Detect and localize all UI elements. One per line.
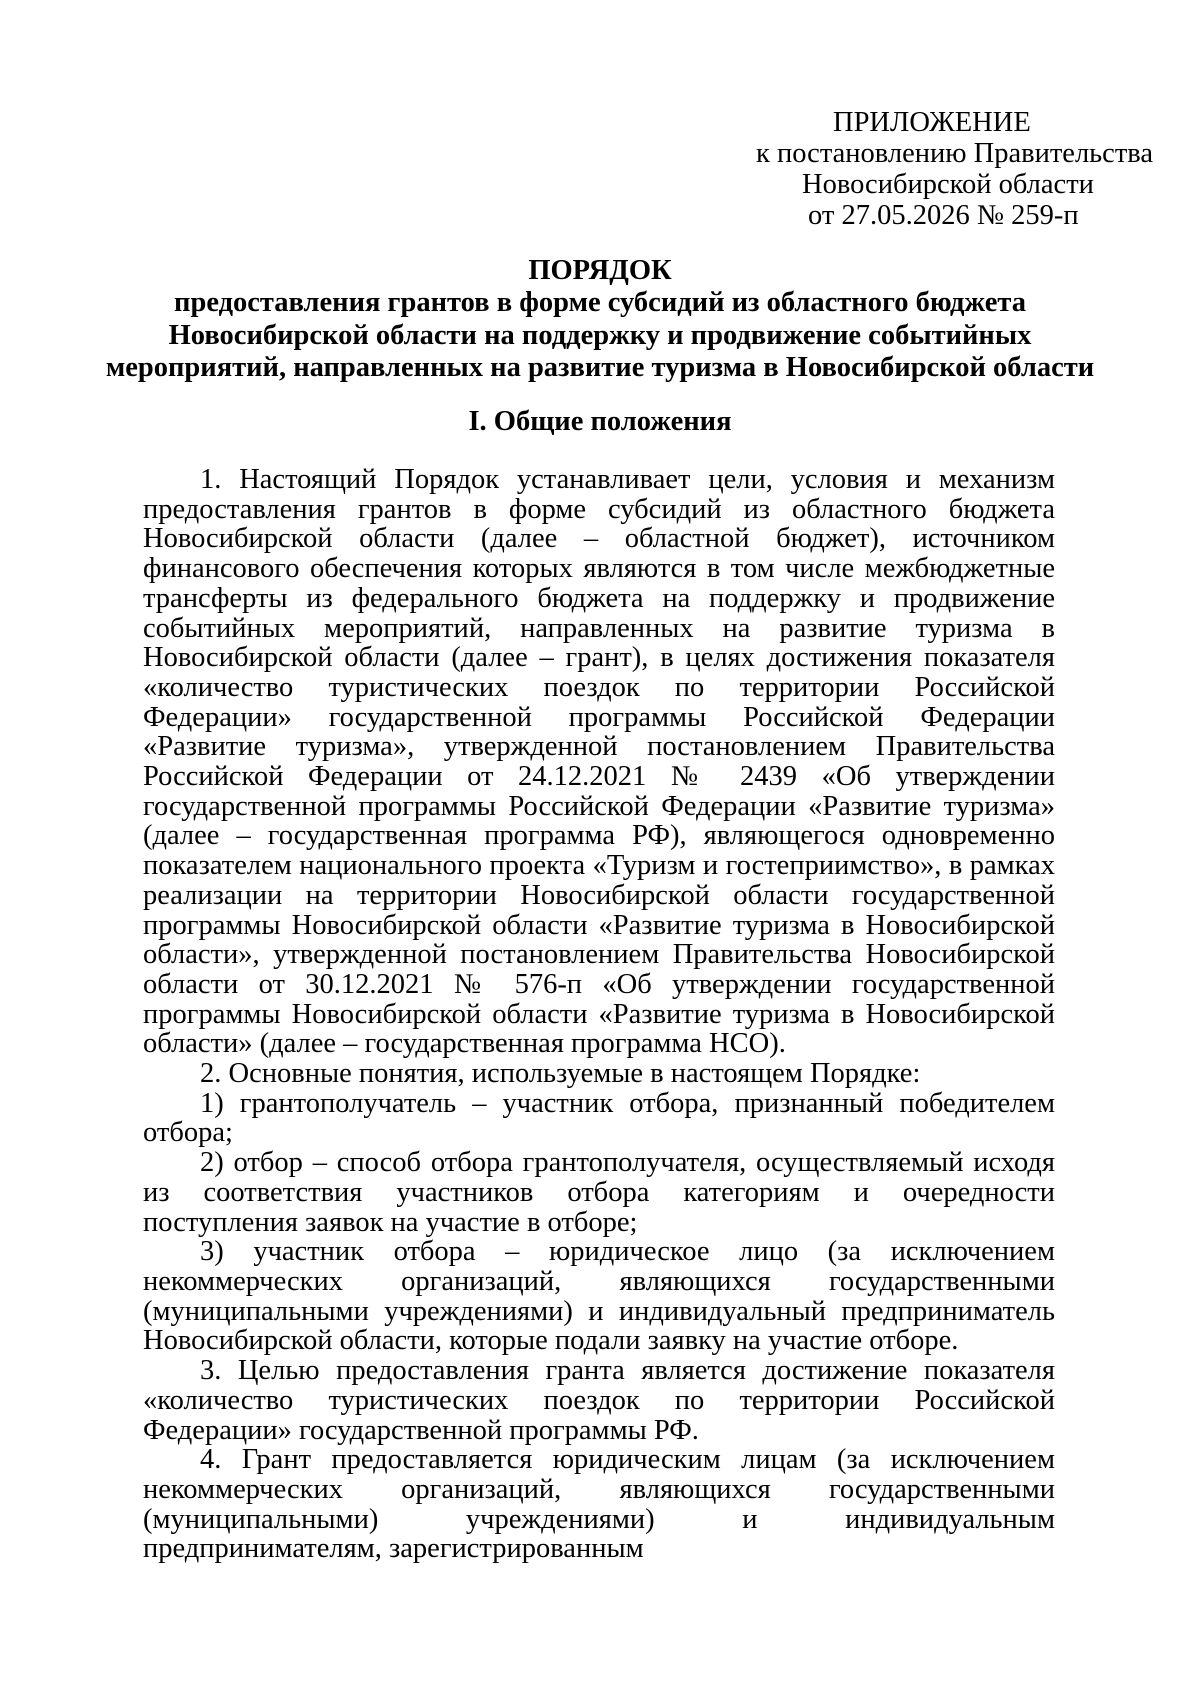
appendix-title: ПРИЛОЖЕНИЕ — [833, 107, 1031, 138]
paragraph: 1. Настоящий Порядок устанавливает цели, условия и механизм предоставления грантов в форме субсидий из областного бюджета Новосибирской области (далее – областной бюджет), источником финансового обеспечения которых являются в том числе межбюджетные трансферты из федерального бюджета на поддержку и продвижение событийных мероприятий, направленных на развитие туризма в Новосибирской области (далее – грант), в целях достижения показателя «количество туристических поездок по территории Российской Федерации» государственной программы Российской Федерации «Развитие туризма», утвержденной постановлением Правительства Российской Федерации от 24.12.2021 № 2439 «Об утверждении государственной программы Российской Федерации «Развитие туризма» (далее – государственная программа РФ), являющегося одновременно показателем национального проекта «Туризм и гостеприимство», в рамках реализации на территории Новосибирской области государственной программы Новосибирской области «Развитие туризма в Новосибирской области», утвержденной постановлением Правительства Новосибирской области от 30.12.2021 № 576-п «Об утверждении государственной программы Новосибирской области «Развитие туризма в Новосибирской области» (далее – государственная программа НСО). — [143, 464, 1055, 1060]
paragraph: 3) участник отбора – юридическое лицо (за исключением некоммерческих организаций, являющихся государственными (муниципальными учреждениями) и индивидуальный предприниматель Новосибирской области, которые подали заявку на участие отборе. — [143, 1236, 1055, 1357]
document-body — [143, 465, 1055, 1564]
subtitle-line: мероприятий, направленных на развитие туризма в Новосибирской области — [105, 352, 1095, 383]
appendix-line: к постановлению Правительства — [756, 138, 1154, 169]
appendix-line: Новосибирской области — [802, 169, 1094, 200]
document-subtitle — [100, 287, 1100, 385]
document-title: ПОРЯДОК — [528, 255, 672, 286]
paragraph: 2) отбор – способ отбора грантополучателя, осуществляемый исходя из соответствия участников отбора категориям и очередности поступления заявок на участие в отборе; — [143, 1147, 1055, 1238]
paragraph: 2. Основные понятия, используемые в настоящем Порядке: — [200, 1058, 921, 1090]
paragraph: 1) грантополучатель – участник отбора, признанный победителем отбора; — [143, 1087, 1055, 1149]
section-heading: I. Общие положения — [468, 406, 732, 437]
appendix-block — [620, 107, 1200, 231]
paragraph: 3. Целью предоставления гранта является достижение показателя «количество туристических поездок по территории Российской Федерации» государственной программы РФ. — [143, 1355, 1055, 1446]
subtitle-line: предоставления грантов в форме субсидий из областного бюджета — [174, 287, 1026, 318]
appendix-date-number: от 27.05.2026 № 259-п — [808, 200, 1079, 231]
paragraph: 4. Грант предоставляется юридическим лицам (за исключением некоммерческих организаций, являющихся государственными (муниципальными) учреждениями) и индивидуальным предпринимателям, зарегистрированным — [143, 1444, 1055, 1565]
subtitle-line: Новосибирской области на поддержку и продвижение событийных — [168, 319, 1032, 351]
